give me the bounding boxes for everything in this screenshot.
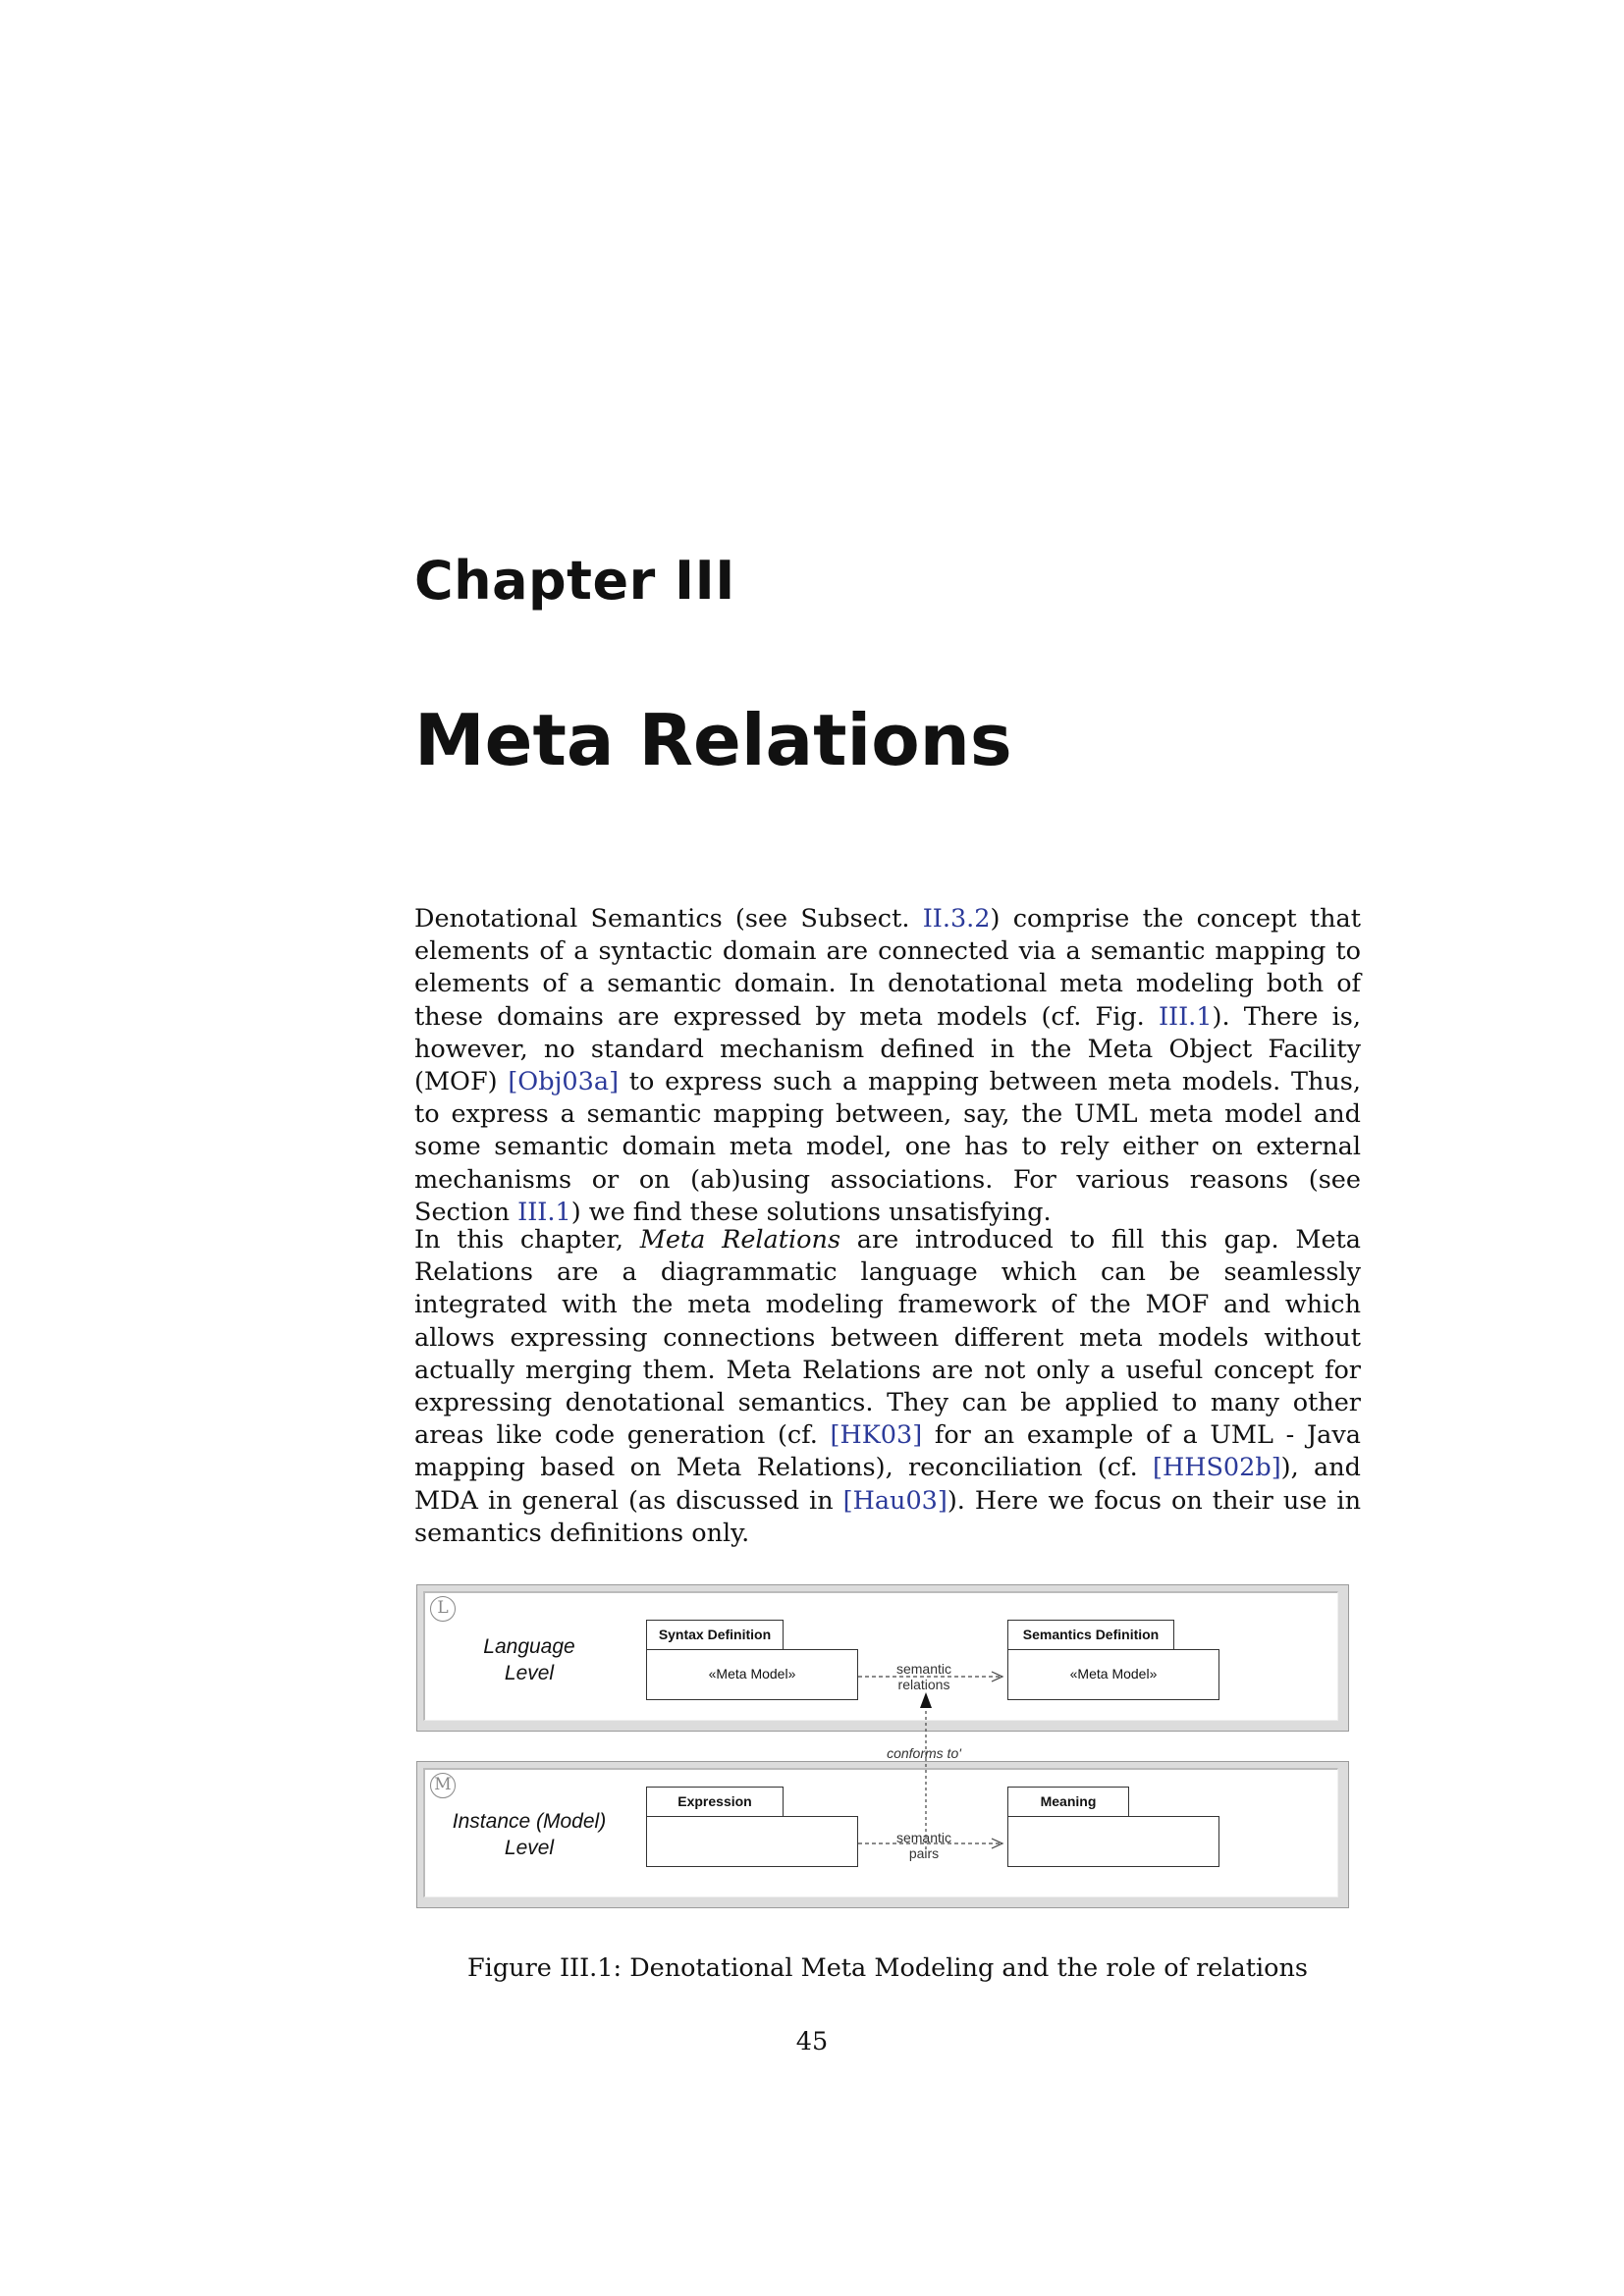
subsection-link[interactable]: II.3.2: [922, 904, 991, 934]
paragraph-text: ), and MDA in general (as discussed in: [414, 1453, 1361, 1516]
level-badge-l: L: [430, 1596, 456, 1622]
conforms-to-label: conforms to': [887, 1745, 961, 1761]
meaning-tab: Meaning: [1007, 1787, 1129, 1816]
citation-link[interactable]: [HK03]: [830, 1420, 923, 1451]
relation-label-line: semantic: [895, 1830, 952, 1845]
paragraph-1: [414, 903, 1361, 1229]
syntax-definition-tab: Syntax Definition: [646, 1620, 784, 1649]
citation-link[interactable]: [Hau03]: [842, 1485, 947, 1516]
relation-label-line: relations: [897, 1677, 950, 1692]
paragraph-text: for an example of a UML - Java mapping based on Meta Relations), reconciliation (cf.: [414, 1420, 1361, 1483]
citation-link[interactable]: [Obj03a]: [508, 1067, 620, 1097]
level-name-line: Level: [504, 1662, 555, 1684]
relation-label-line: pairs: [908, 1845, 940, 1861]
expression-tab: Expression: [646, 1787, 784, 1816]
figure-link[interactable]: III.1: [1158, 1001, 1213, 1032]
citation-link[interactable]: [HHS02b]: [1153, 1453, 1281, 1483]
level-name-line: Level: [504, 1837, 555, 1859]
paragraph-text: ). There is, however, no standard mechanism defined in the Meta Object Facility (MOF): [414, 1001, 1362, 1097]
level-badge-m: M: [430, 1773, 456, 1798]
syntax-meta-model-box: «Meta Model»: [646, 1649, 858, 1700]
level-name-line: Language: [483, 1635, 575, 1658]
emphasis-term: Meta Relations: [639, 1225, 841, 1255]
diagram-connectors: [416, 1584, 1349, 1918]
page-number: 45: [795, 2027, 829, 2056]
figure-diagram: [416, 1584, 1349, 1918]
paragraph-text: ) comprise the concept that elements of a syntactic domain are connected via a semantic mapping to elements of a semantic domain. In denotational meta modeling both of these domains are expressed by meta models (cf. Fig.: [414, 904, 1361, 1032]
paragraph-text: Denotational Semantics (see Subsect.: [414, 904, 923, 934]
relation-label-line: semantic: [895, 1661, 952, 1677]
paragraph-text: to express such a mapping between meta models. Thus, to express a semantic mapping between, say, the UML meta model and some semantic domain meta model, one has to rely either on external mechanisms or on (ab)using associations. For various reasons (see Section: [414, 1067, 1361, 1227]
paragraph-text: In this chapter,: [414, 1225, 640, 1255]
paragraph-2: [414, 1224, 1361, 1550]
paragraph-text: ). Here we focus on their use in semantics definitions only.: [414, 1485, 1361, 1548]
level-name-line: Instance (Model): [452, 1810, 607, 1833]
paragraph-text: are introduced to fill this gap. Meta Relations are a diagrammatic language which can be seamlessly integrated with the meta modeling framework of the MOF and which allows expressing connections between different meta models without actually merging them. Meta Relations are not only a useful concept for expressing denotational semantics. They can be applied to many other areas like code generation (cf.: [414, 1225, 1361, 1451]
chapter-title: Meta Relations: [414, 699, 1012, 781]
figure-caption: Figure III.1: Denotational Meta Modeling and the role of relations: [466, 1953, 1309, 1983]
semantics-meta-model-box: «Meta Model»: [1007, 1649, 1219, 1700]
section-link[interactable]: III.1: [517, 1197, 571, 1227]
semantics-definition-tab: Semantics Definition: [1007, 1620, 1174, 1649]
paragraph-text: ) we find these solutions unsatisfying.: [570, 1197, 1052, 1227]
chapter-label: Chapter III: [414, 550, 735, 612]
arrowhead-filled: [920, 1692, 932, 1708]
